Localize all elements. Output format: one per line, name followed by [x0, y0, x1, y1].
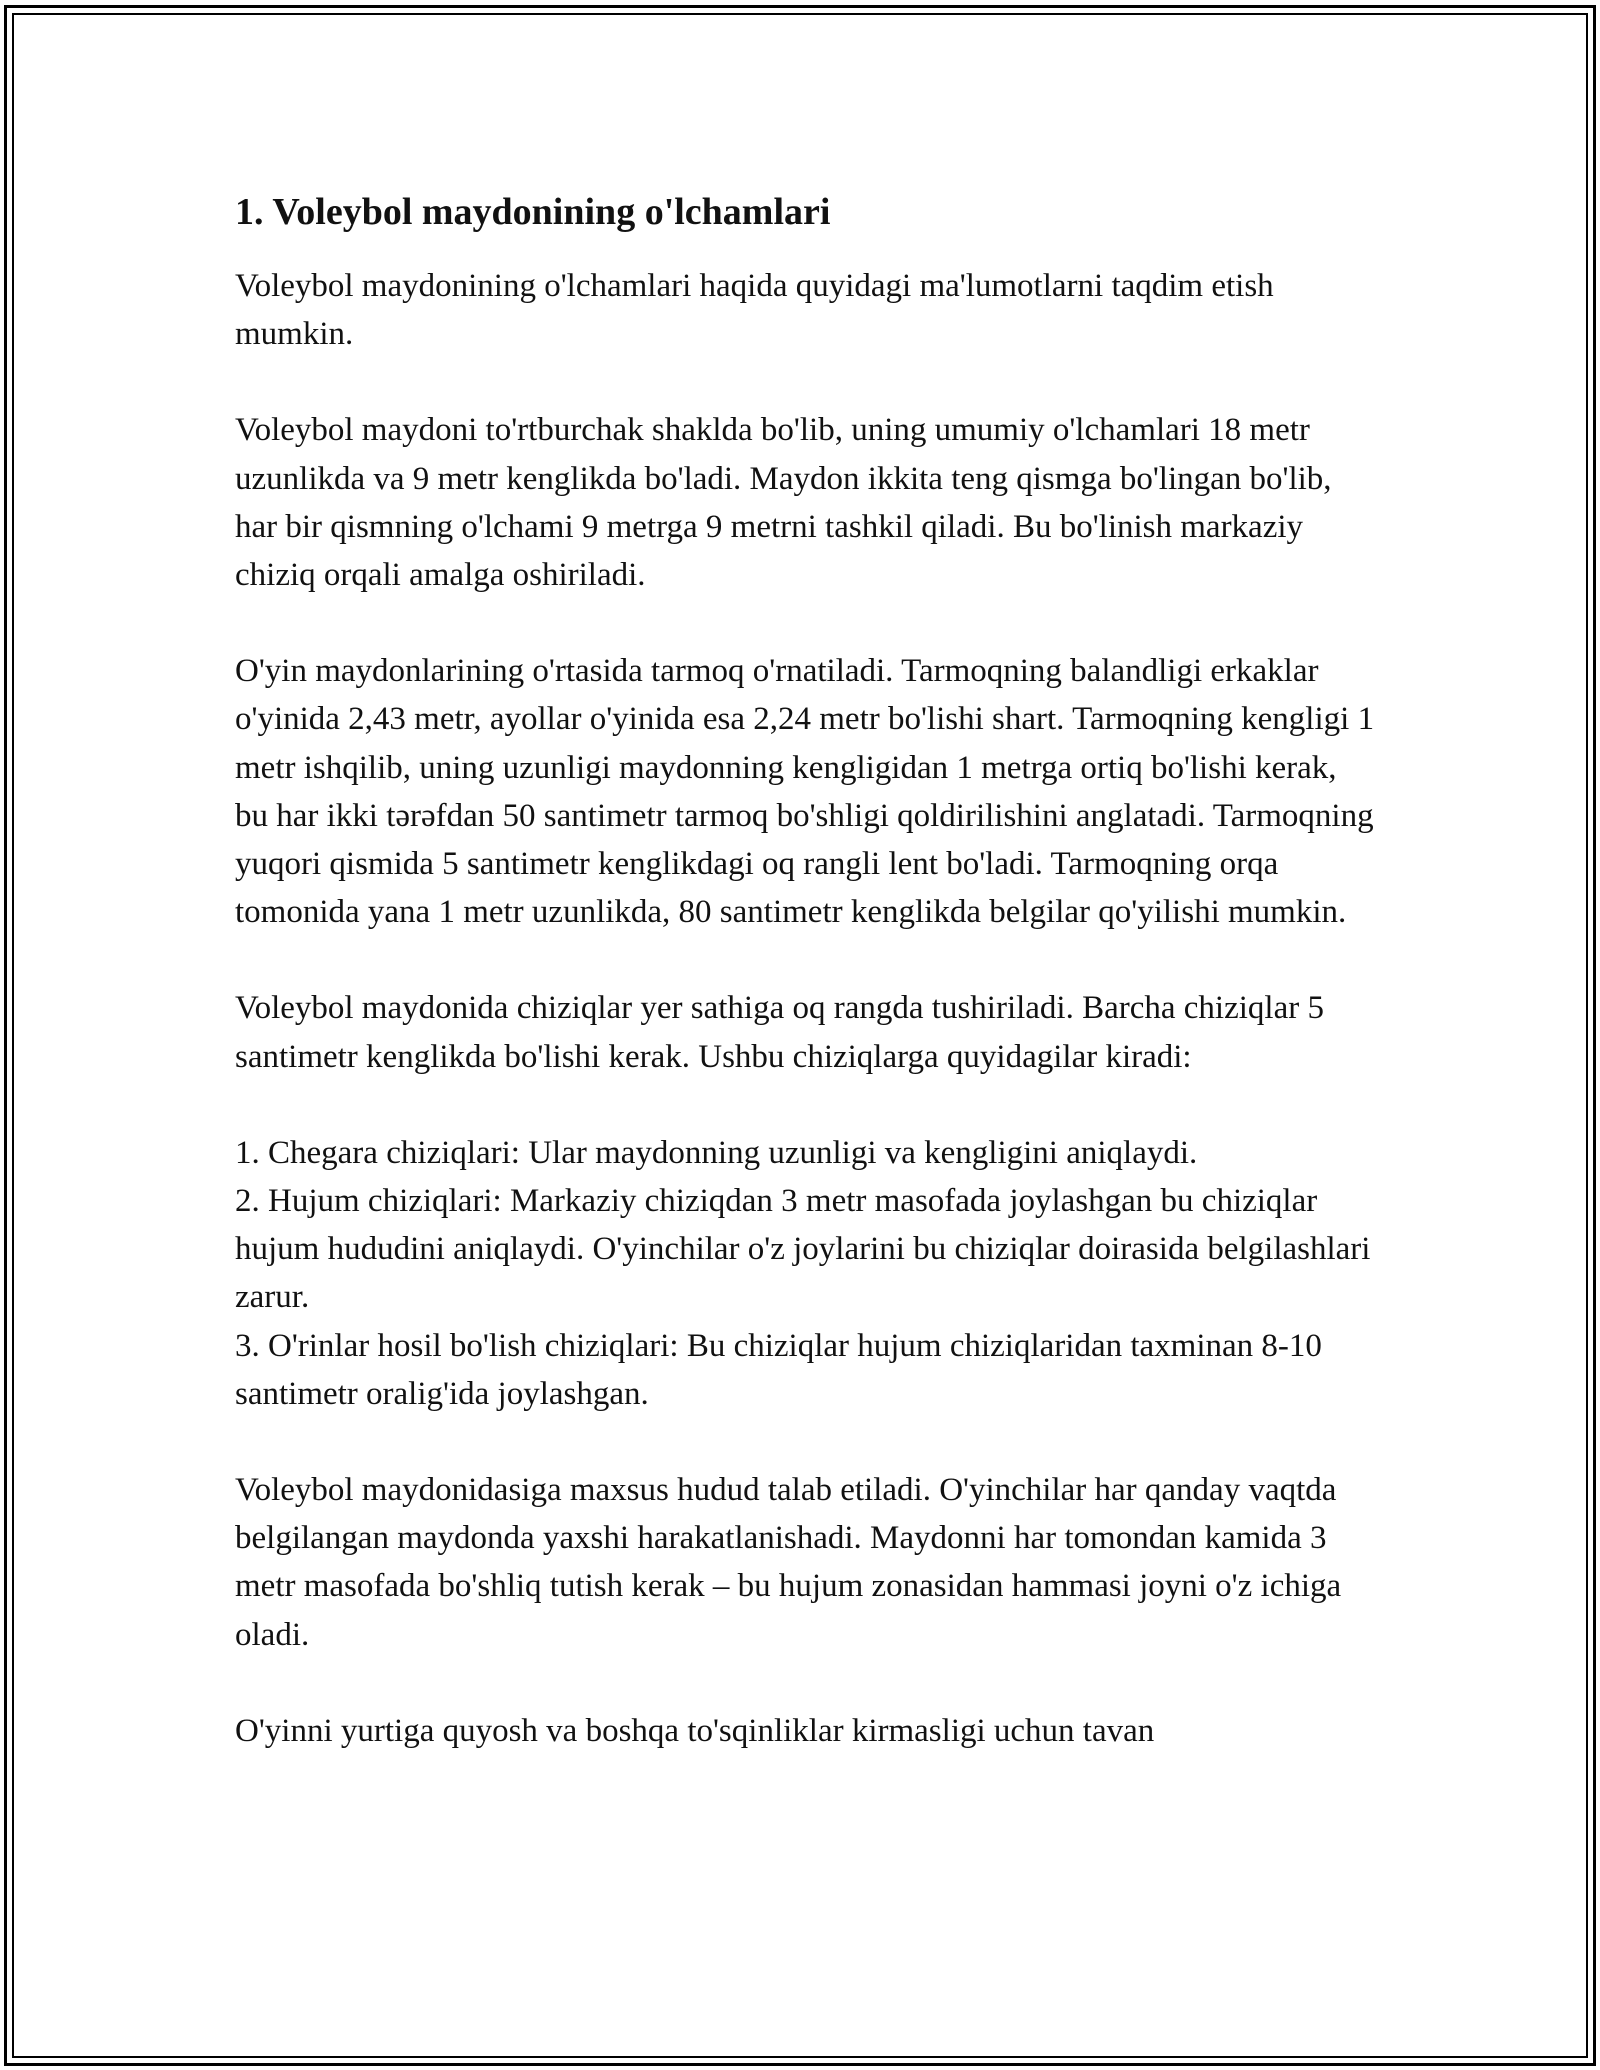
section-heading: 1. Voleybol maydonining o'lchamlari — [235, 191, 831, 233]
court-dimensions-paragraph: Voleybol maydoni to'rtburchak shaklda bo'lib, uning umumiy o'lchamlari 18 metr uzunlikda va 9 metr kenglikda bo'ladi. Maydon ikkita teng qismga bo'lingan bo'lib, har bir qismning o'lchami 9 metrga 9 metrni tashkil qiladi. Bu bo'linish markaziy chiziq orqali amalga oshiriladi. — [235, 412, 1332, 594]
free-zone-paragraph: Voleybol maydonidasiga maxsus hudud talab etiladi. O'yinchilar har qanday vaqtda belgilangan maydonda yaxshi harakatlanishadi. Maydonni har tomondan kamida 3 metr masofada bo'shliq tutish kerak – bu hujum zonasidan hammasi joyni o'z ichiga oladi. — [235, 1472, 1342, 1653]
list-item: 2. Hujum chiziqlari: Markaziy chiziqdan 3 metr masofada joylashgan bu chiziqlar hujum hududini aniqlaydi. O'yinchilar o'z joylarini bu chiziqlar doirasida belgilashlari zarur. — [235, 1183, 1371, 1316]
truncated-paragraph: O'yinni yurtiga quyosh va boshqa to'sqinliklar kirmasligi uchun tavan — [235, 1712, 1155, 1749]
document-body — [235, 188, 1375, 1755]
lines-list — [235, 1129, 1375, 1418]
list-item: 3. O'rinlar hosil bo'lish chiziqlari: Bu chiziqlar hujum chiziqlaridan taxminan 8-10 santimetr oralig'ida joylashgan. — [235, 1327, 1322, 1412]
list-item: 1. Chegara chiziqlari: Ular maydonning uzunligi va kengligini aniqlaydi. — [235, 1134, 1198, 1171]
lines-paragraph: Voleybol maydonida chiziqlar yer sathiga oq rangda tushiriladi. Barcha chiziqlar 5 santimetr kenglikda bo'lishi kerak. Ushbu chiziqlarga quyidagilar kiradi: — [235, 990, 1324, 1075]
intro-paragraph: Voleybol maydonining o'lchamlari haqida quyidagi ma'lumotlarni taqdim etish mumkin. — [235, 268, 1274, 353]
net-paragraph: O'yin maydonlarining o'rtasida tarmoq o'rnatiladi. Tarmoqning balandligi erkaklar o'yinida 2,43 metr, ayollar o'yinida esa 2,24 metr bo'lishi shart. Tarmoqning kengligi 1 metr ishqilib, uning uzunligi maydonning kengligidan 1 metrga ortiq bo'lishi kerak, bu har ikki tərəfdan 50 santimetr tarmoq bo'shligi qoldirilishini anglatadi. Tarmoqning yuqori qismida 5 santimetr kenglikdagi oq rangli lent bo'ladi. Tarmoqning orqa tomonida yana 1 metr uzunlikda, 80 santimetr kenglikda belgilar qo'yilishi mumkin. — [235, 653, 1375, 931]
